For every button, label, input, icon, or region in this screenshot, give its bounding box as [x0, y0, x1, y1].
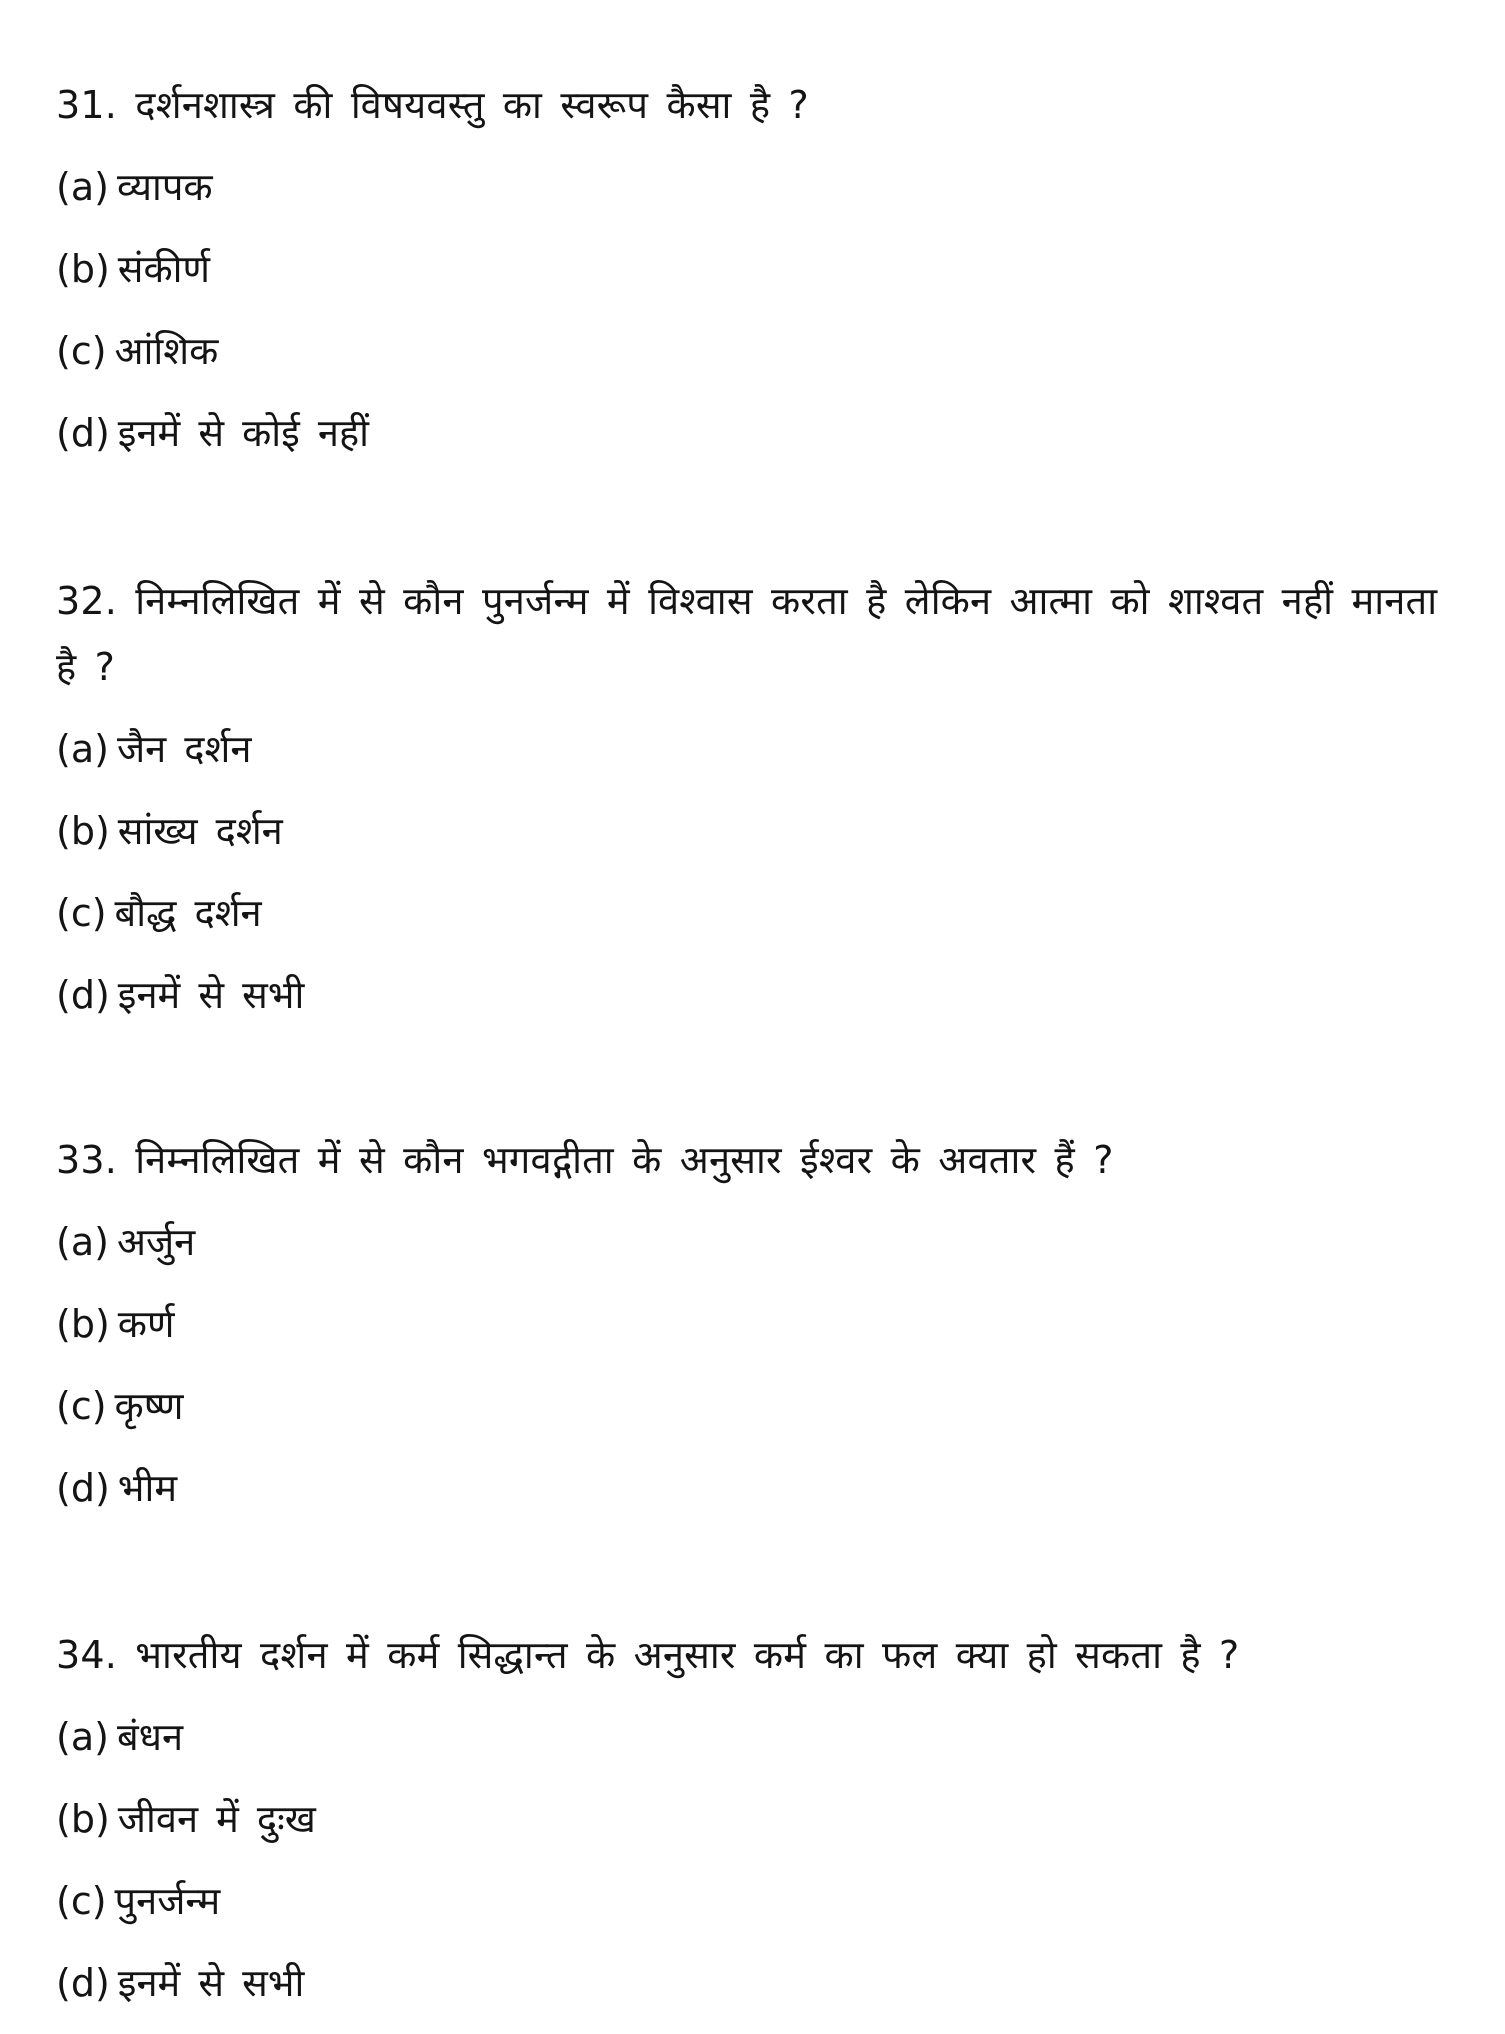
option-d: [56, 1455, 1456, 1521]
option-text: व्यापक: [116, 165, 213, 209]
option-letter: (a): [56, 165, 109, 209]
option-d: [56, 1950, 1456, 2016]
option-text: जैन दर्शन: [116, 727, 252, 771]
option-text: कर्ण: [117, 1302, 175, 1346]
option-text: इनमें से कोई नहीं: [117, 411, 369, 455]
option-c: [56, 1373, 1456, 1439]
option-letter: (a): [56, 1220, 109, 1264]
option-a: [56, 1704, 1456, 1770]
option-text: बंधन: [116, 1715, 184, 1759]
option-text: जीवन में दुःख: [117, 1797, 316, 1841]
option-letter: (c): [56, 1384, 107, 1428]
option-b: [56, 236, 1456, 302]
question-33: [56, 1127, 1456, 1537]
option-text: अर्जुन: [116, 1220, 196, 1264]
question-text: 33. निम्नलिखित में से कौन भगवद्गीता के अनुसार ईश्वर के अवतार हैं ?: [56, 1138, 1114, 1182]
option-letter: (b): [56, 247, 110, 291]
option-text: इनमें से सभी: [117, 973, 305, 1017]
option-letter: (c): [56, 1879, 107, 1923]
option-text: पुनर्जन्म: [114, 1879, 221, 1923]
option-a: [56, 716, 1456, 782]
option-b: [56, 798, 1456, 864]
option-letter: (a): [56, 727, 109, 771]
option-text: बौद्ध दर्शन: [114, 891, 262, 935]
option-c: [56, 318, 1456, 384]
option-c: [56, 880, 1456, 946]
option-text: संकीर्ण: [117, 247, 210, 291]
option-c: [56, 1868, 1456, 1934]
option-text: कृष्ण: [114, 1384, 184, 1428]
option-letter: (a): [56, 1715, 109, 1759]
question-text: 34. भारतीय दर्शन में कर्म सिद्धान्त के अनुसार कर्म का फल क्या हो सकता है ?: [56, 1633, 1240, 1677]
option-letter: (d): [56, 1466, 110, 1510]
option-text: आंशिक: [114, 329, 219, 373]
option-d: [56, 400, 1456, 466]
option-letter: (c): [56, 891, 107, 935]
option-a: [56, 154, 1456, 220]
option-letter: (c): [56, 329, 107, 373]
option-text: भीम: [117, 1466, 178, 1510]
option-b: [56, 1786, 1456, 1852]
option-letter: (b): [56, 1302, 110, 1346]
question-text: 31. दर्शनशास्त्र की विषयवस्तु का स्वरूप कैसा है ?: [56, 83, 809, 127]
option-letter: (d): [56, 973, 110, 1017]
option-b: [56, 1291, 1456, 1357]
option-letter: (d): [56, 1961, 110, 2005]
option-d: [56, 962, 1456, 1028]
question-text: 32. निम्नलिखित में से कौन पुनर्जन्म में विश्वास करता है लेकिन आत्मा को शाश्वत नहीं मानता है ?: [56, 579, 1438, 689]
question-32: [56, 568, 1456, 1044]
question-34: [56, 1622, 1456, 2032]
option-text: सांख्य दर्शन: [117, 809, 283, 853]
option-letter: (b): [56, 809, 110, 853]
question-31: [56, 72, 1456, 482]
option-a: [56, 1209, 1456, 1275]
option-letter: (d): [56, 411, 110, 455]
option-text: इनमें से सभी: [117, 1961, 305, 2005]
option-letter: (b): [56, 1797, 110, 1841]
